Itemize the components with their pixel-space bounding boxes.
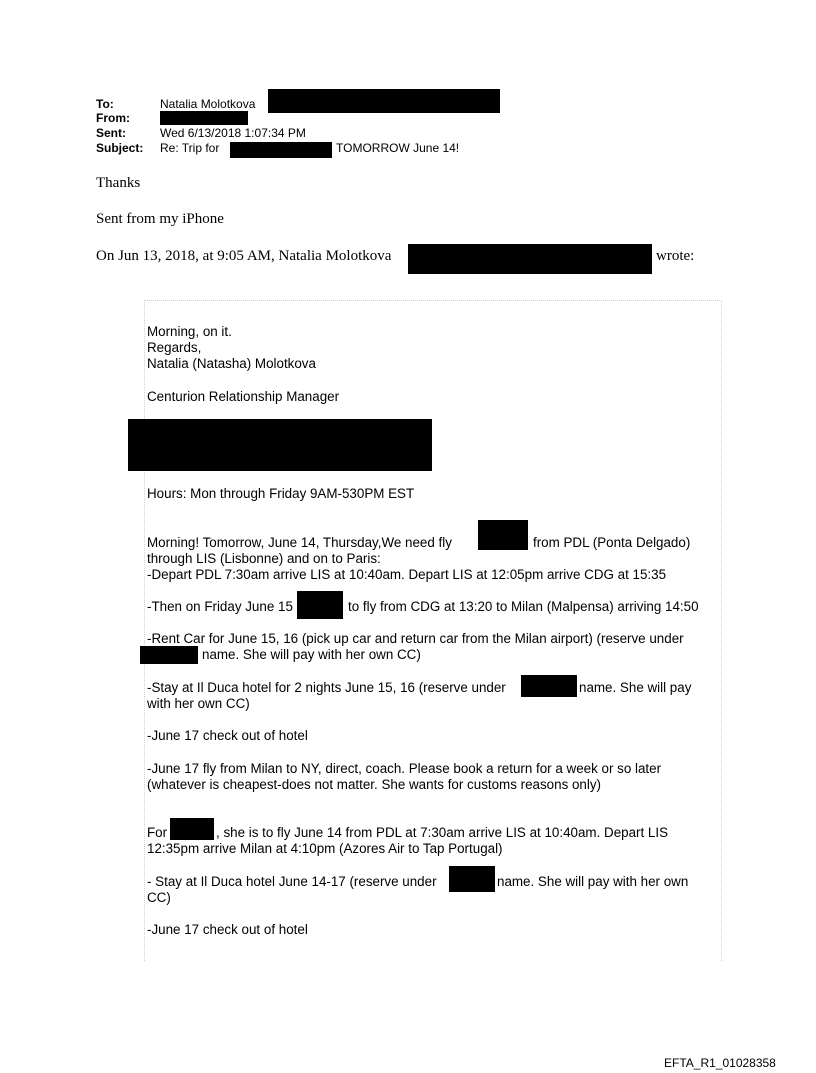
reply-thanks: Thanks xyxy=(96,175,141,191)
redaction-p3-name xyxy=(140,646,198,664)
from-label: From: xyxy=(96,111,130,125)
subject-prefix: Re: Trip for xyxy=(160,141,220,155)
p4-line2: with her own CC) xyxy=(147,696,250,711)
subject-label: Subject: xyxy=(96,141,144,155)
quote-intro-prefix: On Jun 13, 2018, at 9:05 AM, Natalia Molotkova xyxy=(96,248,392,264)
p7-line1-a: For xyxy=(147,825,168,840)
sent-label: Sent: xyxy=(96,126,126,140)
quoted-greeting: Morning, on it. xyxy=(147,324,232,339)
quoted-sender-name: Natalia (Natasha) Molotkova xyxy=(147,356,316,371)
p3-line2: name. She will pay with her own CC) xyxy=(202,647,421,662)
redaction-p4-name xyxy=(521,675,577,697)
redaction-p7-name xyxy=(170,818,214,840)
p8-line1-a: - Stay at Il Duca hotel June 14-17 (reserve under xyxy=(147,874,437,889)
p8-line2: CC) xyxy=(147,890,171,905)
quoted-regards: Regards, xyxy=(147,340,202,355)
redaction-quote-email xyxy=(408,244,652,274)
p4-line1-a: -Stay at Il Duca hotel for 2 nights June 15, 16 (reserve under xyxy=(147,680,506,695)
sent-value: Wed 6/13/2018 1:07:34 PM xyxy=(160,126,306,140)
p7-line1-b: , she is to fly June 14 from PDL at 7:30am arrive LIS at 10:40am. Depart LIS xyxy=(216,825,669,840)
reply-signature: Sent from my iPhone xyxy=(96,211,224,227)
redaction-p2-name xyxy=(297,591,343,619)
p1-line1-a: Morning! Tomorrow, June 14, Thursday,We need fly xyxy=(147,535,452,550)
p5: -June 17 check out of hotel xyxy=(147,728,308,743)
p1-line3: -Depart PDL 7:30am arrive LIS at 10:40am. Depart LIS at 12:05pm arrive CDG at 15:35 xyxy=(147,567,667,582)
p6-line1: -June 17 fly from Milan to NY, direct, coach. Please book a return for a week or so later xyxy=(147,761,662,776)
quote-intro-suffix: wrote: xyxy=(656,248,695,264)
to-label: To: xyxy=(96,97,114,111)
redaction-p1-name xyxy=(478,520,528,550)
p1-line2: through LIS (Lisbonne) and on to Paris: xyxy=(147,551,381,566)
p1-line1-b: from PDL (Ponta Delgado) xyxy=(533,535,691,550)
p3-line1: -Rent Car for June 15, 16 (pick up car and return car from the Milan airport) (reserve under xyxy=(147,631,684,646)
p9: -June 17 check out of hotel xyxy=(147,922,308,937)
redaction-p8-name xyxy=(449,866,495,892)
document-id: EFTA_R1_01028358 xyxy=(664,1056,776,1070)
redaction-subject-name xyxy=(230,142,332,158)
redaction-to-email xyxy=(268,89,500,113)
p7-line2: 12:35pm arrive Milan at 4:10pm (Azores Air to Tap Portugal) xyxy=(147,841,503,856)
quoted-hours: Hours: Mon through Friday 9AM-530PM EST xyxy=(147,486,415,501)
p2-a: -Then on Friday June 15 xyxy=(147,599,293,614)
subject-suffix: TOMORROW June 14! xyxy=(336,141,460,155)
redaction-signature-block xyxy=(128,419,432,471)
to-value: Natalia Molotkova xyxy=(160,97,256,111)
p2-b: to fly from CDG at 13:20 to Milan (Malpensa) arriving 14:50 xyxy=(348,599,699,614)
p8-line1-b: name. She will pay with her own xyxy=(497,874,689,889)
quoted-sender-title: Centurion Relationship Manager xyxy=(147,389,340,404)
redaction-from xyxy=(160,111,248,125)
p6-line2: (whatever is cheapest-does not matter. She wants for customs reasons only) xyxy=(147,777,602,792)
p4-line1-b: name. She will pay xyxy=(579,680,692,695)
